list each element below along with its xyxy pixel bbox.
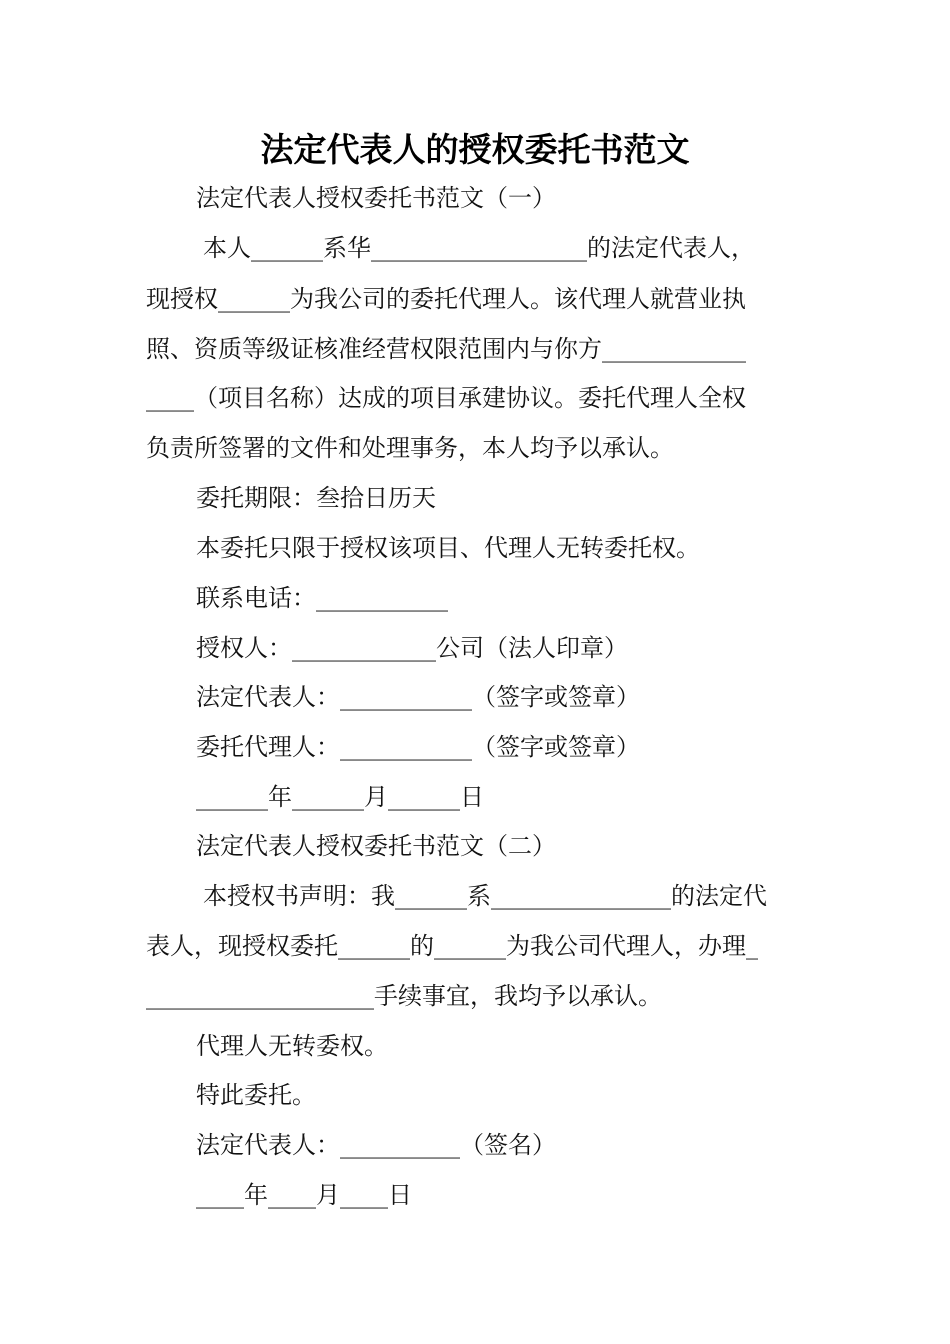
section2-no-transfer: 代理人无转委权。 bbox=[196, 1032, 388, 1060]
section1-body-line-4: ____（项目名称）达成的项目承建协议。委托代理人全权 bbox=[146, 384, 746, 412]
section1-term: 委托期限：叁拾日历天 bbox=[196, 484, 436, 512]
section1-body-line-5: 负责所签署的文件和处理事务，本人均予以承认。 bbox=[146, 434, 674, 462]
section1-scope: 本委托只限于授权该项目、代理人无转委托权。 bbox=[196, 534, 700, 562]
section1-legal-rep: 法定代表人：___________（签字或签章） bbox=[196, 683, 640, 711]
section1-body-line-3: 照、资质等级证核准经营权限范围内与你方____________ bbox=[146, 335, 746, 363]
section1-date: ______年______月______日 bbox=[196, 783, 484, 811]
document-title: 法定代表人的授权委托书范文 bbox=[260, 130, 690, 169]
section2-body-line-2: 表人，现授权委托______的______为我公司代理人，办理_ bbox=[146, 932, 758, 960]
section2-body-line-3: ___________________手续事宜，我均予以承认。 bbox=[146, 982, 662, 1010]
section1-agent: 委托代理人：___________（签字或签章） bbox=[196, 733, 640, 761]
section1-body-line-1: 本人______系华__________________的法定代表人， bbox=[203, 234, 755, 262]
section2-heading: 法定代表人授权委托书范文（二） bbox=[196, 832, 556, 860]
section1-heading: 法定代表人授权委托书范文（一） bbox=[196, 184, 556, 212]
section2-date: ____年____月____日 bbox=[196, 1181, 412, 1209]
section1-phone: 联系电话：___________ bbox=[196, 584, 448, 612]
section1-body-line-2: 现授权______为我公司的委托代理人。该代理人就营业执 bbox=[146, 285, 746, 313]
section2-hereby: 特此委托。 bbox=[196, 1081, 316, 1109]
section1-authorizer: 授权人：____________公司（法人印章） bbox=[196, 634, 628, 662]
section2-legal-rep: 法定代表人：__________（签名） bbox=[196, 1131, 556, 1159]
section2-body-line-1: 本授权书声明：我______系_______________的法定代 bbox=[203, 882, 767, 910]
